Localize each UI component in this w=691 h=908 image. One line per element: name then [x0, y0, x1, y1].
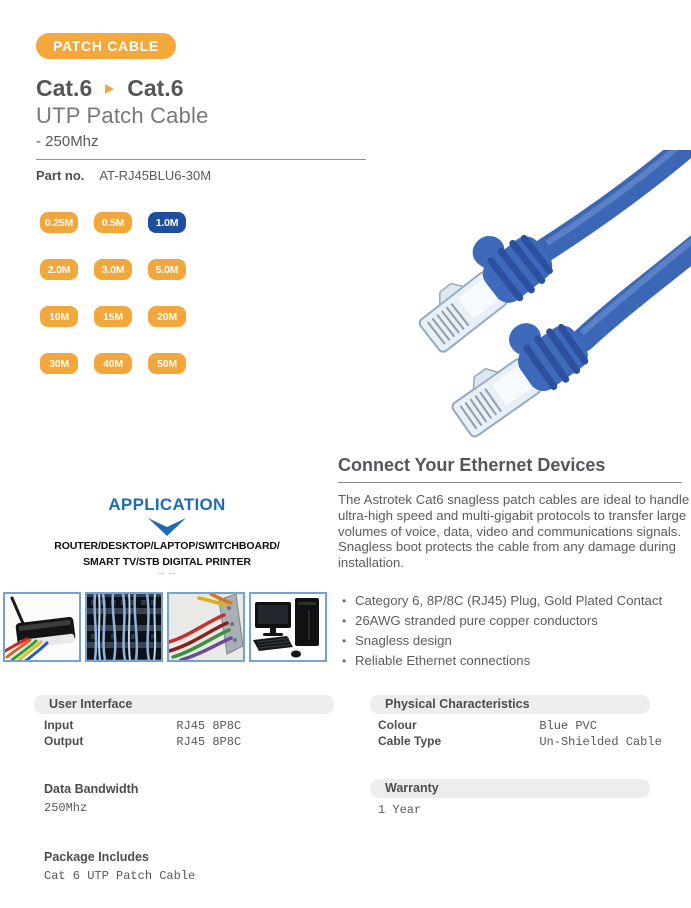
length-badge-5.0m[interactable]: 5.0M — [148, 259, 186, 280]
product-photo — [400, 150, 691, 455]
arrow-down-icon — [148, 518, 186, 536]
section-heading: Connect Your Ethernet Devices — [338, 455, 606, 475]
length-badge-50m[interactable]: 50M — [148, 353, 186, 374]
length-badge-20m[interactable]: 20M — [148, 306, 186, 327]
part-number-row — [36, 168, 211, 183]
length-badge-2.0m[interactable]: 2.0M — [40, 259, 78, 280]
description-paragraph: The Astrotek Cat6 snagless patch cables are ideal to handle ultra-high speed and multi-gigabit protocols to transfer large volumes of voice, data, video and communications signals. Snagless boot protects the cable from any damage during installation. — [338, 492, 690, 571]
category-badge: PATCH CABLE — [36, 33, 176, 59]
length-badge-10m[interactable]: 10M — [40, 306, 78, 327]
frequency-label: - 250Mhz — [36, 133, 99, 150]
feature-list — [340, 594, 690, 674]
header-divider — [36, 159, 366, 160]
length-badge-0.25m[interactable]: 0.25M — [40, 212, 78, 233]
spec-header-package-includes: Package Includes — [44, 850, 149, 864]
title-to: Cat.6 — [127, 75, 184, 101]
colored-cables-photo — [167, 592, 245, 662]
spec-header-warranty: Warranty — [370, 779, 650, 798]
part-number-value: AT-RJ45BLU6-30M — [99, 168, 212, 183]
patch-panel-photo — [85, 592, 163, 662]
section-divider — [338, 482, 682, 483]
spec-row — [44, 734, 241, 749]
spec-header-user-interface: User Interface — [34, 695, 334, 714]
spec-value-package-includes: Cat 6 UTP Patch Cable — [44, 869, 196, 883]
length-badge-1.0m[interactable]: 1.0M — [148, 212, 186, 233]
spec-row — [44, 718, 241, 733]
length-badge-0.5m[interactable]: 0.5M — [94, 212, 132, 233]
part-number-label: Part no. — [36, 168, 85, 183]
spec-row — [378, 718, 597, 733]
application-section — [36, 495, 298, 576]
application-devices-line2: SMART TV/STB DIGITAL PRINTER — [83, 556, 251, 568]
length-badge-30m[interactable]: 30M — [40, 353, 78, 374]
spec-value: Un-Shielded Cable — [539, 735, 662, 749]
title-from: Cat.6 — [36, 75, 93, 101]
length-badge-15m[interactable]: 15M — [94, 306, 132, 327]
spec-value: RJ45 8P8C — [176, 735, 242, 749]
spec-value: Blue PVC — [539, 719, 597, 733]
product-subtitle: UTP Patch Cable — [36, 103, 209, 128]
length-badge-3.0m[interactable]: 3.0M — [94, 259, 132, 280]
feature-item: • Reliable Ethernet connections — [340, 654, 690, 668]
spec-value-data-bandwidth: 250Mhz — [44, 801, 88, 815]
spec-label: Colour — [378, 718, 417, 732]
blue-patch-cable-image — [400, 150, 691, 455]
spec-row — [378, 734, 662, 749]
length-grid — [40, 212, 202, 374]
feature-item: • Category 6, 8P/8C (RJ45) Plug, Gold Plated Contact — [340, 594, 690, 608]
application-gallery — [3, 592, 327, 662]
feature-item: • 26AWG stranded pure copper conductors — [340, 614, 690, 628]
feature-item: • Snagless design — [340, 634, 690, 648]
spec-value-warranty: 1 Year — [378, 803, 422, 817]
application-footnote: ... ... — [157, 570, 177, 576]
router-photo — [3, 592, 81, 662]
spec-label: Input — [44, 718, 74, 732]
page-title — [36, 75, 184, 102]
spec-header-data-bandwidth: Data Bandwidth — [44, 782, 139, 796]
desktop-computer-photo — [249, 592, 327, 662]
application-devices-line1: ROUTER/DESKTOP/LAPTOP/SWITCHBOARD/ — [54, 540, 280, 552]
length-badge-40m[interactable]: 40M — [94, 353, 132, 374]
application-title: APPLICATION — [108, 495, 226, 514]
arrow-right-icon — [105, 84, 114, 94]
spec-value: RJ45 8P8C — [176, 719, 242, 733]
spec-header-physical-characteristics: Physical Characteristics — [370, 695, 650, 714]
spec-label: Cable Type — [378, 734, 442, 748]
spec-label: Output — [44, 734, 84, 748]
